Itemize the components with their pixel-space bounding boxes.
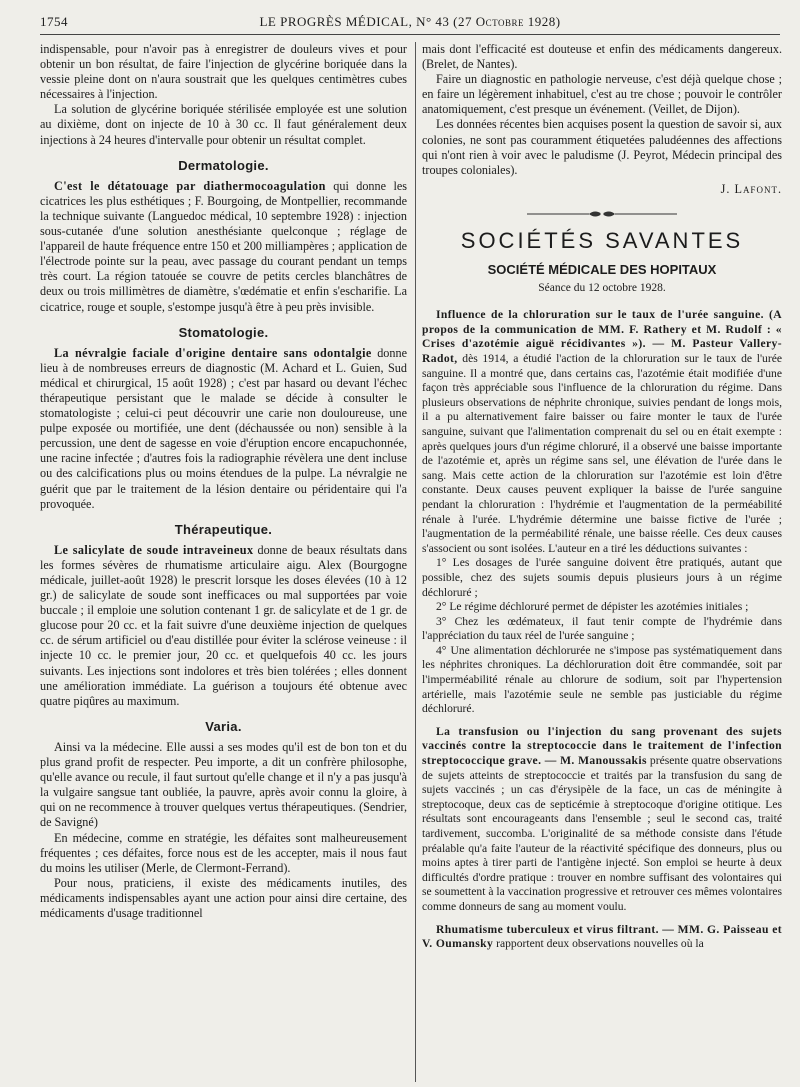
chloruration-lead: Influence de la chloruration sur le taux de l'urée sanguine. (A propos de la communication de MM. F. Rathery et M. Rudolf : « Crises d'azotémie aiguë récidivantes »). — M. Pasteur Vallery-Radot, xyxy=(422,308,782,365)
stomato-text: donne lieu à de nombreuses erreurs de diagnostic (M. Achard et L. Guien, Sud médical et chirurgical, 15 août 1928) ; c'est par hasard ou devant l'échec thérapeutique persistant que le malade se décide à consulter le stomatologiste ; celui-ci peut découvrir une carie non douloureuse, une pulpe exposée ou mortifiée, une dent (déchaussée ou non) sensible à la percussion, une dent de sagesse en voie d'éruption encore encapuchonnée, une racine infectée ; d'autres fois la radiographie révèlera une dent incluse ou des calcifications plus ou moins étendues de la pulpe. La névralgie ne guérit que par le traitement de la lésion dentaire ou péridentaire qui l'a provoquée. xyxy=(40,345,407,511)
session-date: Séance du 12 octobre 1928. xyxy=(538,282,666,295)
thera-lead: Le salicylate de soude intraveineux xyxy=(54,542,254,557)
page-header xyxy=(40,8,780,35)
rhumatisme-lead: Rhumatisme tuberculeux et virus filtrant. — MM. G. Paisseau et V. Oumansky xyxy=(422,922,782,951)
list-item-1: 1° Les dosages de l'urée sanguine doivent être pratiqués, autant que possible, chez des sujets soumis depuis plusieurs jours à un régime déchloruré ; xyxy=(422,556,782,599)
thera-paragraph xyxy=(40,543,407,709)
page-number: 1754 xyxy=(40,14,68,29)
chloruration-paragraph xyxy=(422,308,782,556)
solution-paragraph: La solution de glycérine boriquée stérilisée employée est une solution au dixième, dont on injecte de 10 à 30 cc. Il faut généralement deux injections à 24 heures d'intervalle pour obtenir un résultat complet. xyxy=(40,102,407,147)
varia-paragraph-1: Ainsi va la médecine. Elle aussi a ses modes qu'il est de bon ton et du plus grand profit de respecter. Peu importe, a dit un confrère philosophe, qu'elle avance ou recule, il faut surtout qu'elle change et il n'y a pas jusqu'à la vulgaire sangsue tant oubliée, la pauvre, après avoir connu la gloire, à qui on ne recommence à trouver quelques vertus thérapeutiques. (Sendrier, de Savigné) xyxy=(40,739,407,830)
derma-paragraph xyxy=(40,179,407,315)
society-title: SOCIÉTÉ MÉDICALE DES HOPITAUX xyxy=(487,262,717,278)
chloruration-text: dès 1914, a étudié l'action de la chloruration sur le taux de l'urée sanguine. Il a montré que, dans certains cas, l'azotémie était modifiée d'une façon très appréciable sous l'influence de la chloruration du régime. Dans plusieurs observations de néphrite chronique, suivies pendant de longs mois, il a pu alternativement faire baisser ou faire monter le taux de l'urée sanguine, suivant que l'alimentation comprenait du sel ou en était exempte : après quelques jours d'un régime chloruré, il a observé une baisse importante de l'azotémie et, après un régime sans sel, une élévation de l'urée dans le sang. Mais cette action de la chloruration sur l'azotémie est loin d'être constante. Deux causes peuvent expliquer la baisse de l'urée sanguine pendant la chloruration : l'hydrémie et l'augmentation de la perméabilité rénale à l'urée. L'hydrémie détermine une baisse fictive de l'urée ; l'augmentation de la perméabilité rénale, une baisse réelle. Ces deux causes s'associent ou sont isolées. L'auteur en a tiré les déductions suivantes : xyxy=(422,352,782,555)
transfusion-text: présente quatre observations de sujets atteints de streptococcie et traités par la transfusion du sang de sujets vaccinés ; un cas d'érysipèle de la face, un cas de méningite à streptocoque, deux cas de septicémie à streptocoque d'origine otitique. Les résultats sont encourageants dans l'ensemble ; seul le second cas, traité tardivement, succomba. L'originalité de sa méthode consiste dans l'étude préalable qu'a faite l'auteur de la réactivité spécifique des donneurs, plus ou moins aptes à tirer parti de l'antigène injecté. Son emploi se heurte à deux difficultés d'ordre pratique : trouver en nombre suffisant des volontaires qui se soumettent à la vaccination progressive et retrouver ces mêmes volontaires comme donneurs de sang au moment voulu. xyxy=(422,754,782,913)
rhumatisme-paragraph xyxy=(422,923,782,952)
column-divider xyxy=(415,42,416,1082)
varia-paragraph-2: En médecine, comme en stratégie, les défaites sont malheureusement fréquentes ; ces défaites, force nous est de les accepter, mais il nous faut du moins les utiliser (Merle, de Clermont-Ferrand). xyxy=(40,830,407,875)
heading-varia: Varia. xyxy=(205,718,242,734)
stomato-lead: La névralgie faciale d'origine dentaire sans odontalgie xyxy=(54,345,372,360)
spacer xyxy=(422,915,782,923)
list-item-3: 3° Chez les œdémateux, il faut tenir compte de l'hydrémie dans l'appréciation du taux réel de l'urée sanguine ; xyxy=(422,614,782,643)
journal-title: LE PROGRÈS MÉDICAL, N° 43 (27 Octobre 1928) xyxy=(259,14,561,29)
author-signature: J. Lafont. xyxy=(720,181,782,196)
stomato-paragraph xyxy=(40,346,407,512)
diagnostic-paragraph: Faire un diagnostic en pathologie nerveuse, c'est déjà quelque chose ; en faire un légèrement inhabituel, c'est au tre chose ; pouvoir le contrôler anatomiquement, c'est presque un événement. (Veillet, de Dijon). xyxy=(422,72,782,117)
derma-text: qui donne les cicatrices les plus esthétiques ; F. Bourgoing, de Montpellier, recommande la technique suivante (Languedoc médical, 10 septembre 1928) : injection sous-cutanée d'une solution anesthésiante quelconque ; réglage de l'appareil de haute fréquence entre 150 et 200 milliampères ; application de l'électrode pointe sur la peau, avec passage du courant pendant un temps très court. La région tatouée se couvre de petits cercles blanchâtres de deux ou trois millimètres de diamètre, s'œdématie et enfin s'escharifie. La cicatrice, rouge et souple, s'estompe jusqu'à être à peu près invisible. xyxy=(40,178,407,314)
fleuron-ornament-icon xyxy=(422,207,782,221)
spacer xyxy=(422,717,782,725)
heading-stomatologie: Stomatologie. xyxy=(178,324,269,340)
list-item-2: 2° Le régime déchloruré permet de dépister les azotémies initiales ; xyxy=(436,600,749,614)
continued-paragraph: mais dont l'efficacité est douteuse et enfin des médicaments dangereux. (Brelet, de Nantes). xyxy=(422,42,782,72)
thera-text: donne de beaux résultats dans les formes sévères de rhumatisme articulaire aigu. Alex (Bourgogne médicale, juillet-août 1928) le prescrit lorsque les doses élevées (10 à 12 gr.) de salicylate de soude sont inefficaces ou mal supportées par voie buccale ; il emploie une solution contenant 1 gr. de salicylate et de 1 gr. de glucose pour 20 cc. et la fait suivre d'une deuxième injection de quelques cc. de sérum artificiel ou d'eau distillée pour éviter la sclérose veineuse : il injecte 10 cc. le premier jour, 20 cc. et quelquefois 40 cc. les jours suivants. Les injections sont indolores et très bien tolérées ; elles donnent une amélioration immédiate. La guérison a toujours été obtenue avec quatre piqûres au maximum. xyxy=(40,542,407,708)
derma-lead: C'est le détatouage par diathermocoagulation xyxy=(54,178,326,193)
heading-dermatologie: Dermatologie. xyxy=(178,157,269,173)
intro-paragraph: indispensable, pour n'avoir pas à enregistrer de douleurs vives et pour obtenir un bon résultat, de faire l'injection de glycérine boriquée dans la vessie pleine dont on n'aura soustrait que les quelques centimètres cubes nécessaires à l'injection. xyxy=(40,42,407,102)
left-column xyxy=(40,42,407,1082)
list-item-4: 4° Une alimentation déchlorurée ne s'impose pas systématiquement dans les néphrites chroniques. La déchloruration doit être commandée, soit par l'imperméabilité rénale au chlorure de sodium, soit par l'hypertension artérielle, mais l'azotémie seule ne semble pas justiciable du régime déchloruré. xyxy=(422,643,782,716)
section-title: SOCIÉTÉS SAVANTES xyxy=(460,227,744,253)
heading-therapeutique: Thérapeutique. xyxy=(174,521,273,537)
varia-paragraph-3: Pour nous, praticiens, il existe des médicaments inutiles, des médicaments indispensables ayant une action pour ainsi dire certaine, des médicaments d'usage traditionnel xyxy=(40,875,407,920)
colonies-paragraph: Les données récentes bien acquises posent la question de savoir si, aux colonies, ne sont pas couramment étiquetées paludéennes des affections qui n'ont rien à voir avec le paludisme (J. Peyrot, Médecin principal des troupes coloniales). xyxy=(422,117,782,177)
transfusion-lead: La transfusion ou l'injection du sang provenant des sujets vaccinés contre la streptococcie dans le traitement de l'infection streptococcique grave. — M. Manoussakis xyxy=(422,724,782,768)
right-column xyxy=(422,42,782,1082)
transfusion-paragraph xyxy=(422,725,782,915)
rhumatisme-text: rapportent deux observations nouvelles où la xyxy=(496,937,704,951)
